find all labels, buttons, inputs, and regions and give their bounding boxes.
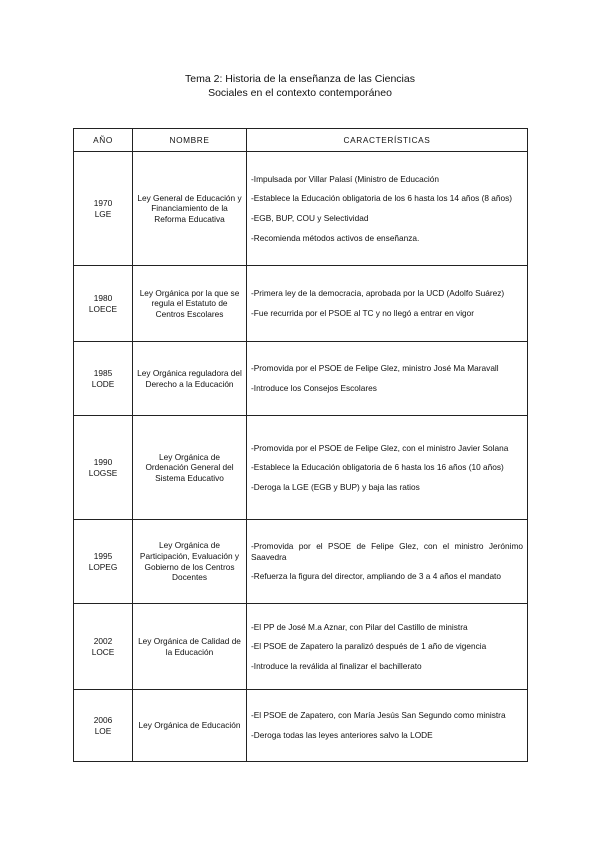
characteristic-item: -Fue recurrida por el PSOE al TC y no llegó a entrar en vigor (251, 308, 475, 318)
characteristic-item: -Introduce los Consejos Escolares (251, 383, 377, 393)
characteristic-item: -Deroga la LGE (EGB y BUP) y baja las ratios (251, 481, 420, 492)
characteristics-cell (247, 152, 528, 266)
characteristic-item: -Promovida por el PSOE de Felipe Glez, con el ministro Jerónimo Saavedra (251, 541, 523, 562)
law-acronym: LOE (94, 725, 112, 736)
characteristic-item: -EGB, BUP, COU y Selectividad (251, 213, 369, 223)
header-year: AÑO (74, 129, 133, 152)
table-row (74, 690, 528, 762)
law-acronym: LOECE (88, 303, 118, 314)
year: 2006 (93, 714, 113, 725)
title-line-2: Sociales en el contexto contemporáneo (208, 87, 392, 99)
year: 1980 (93, 292, 113, 303)
table-row (74, 342, 528, 416)
characteristic-item: -Primera ley de la democracia, aprobada por la UCD (Adolfo Suárez) (251, 288, 505, 299)
law-acronym: LOGSE (88, 467, 118, 478)
year-cell (74, 604, 133, 690)
title-line-1: Tema 2: Historia de la enseñanza de las Ciencias (185, 73, 415, 85)
table-row (74, 152, 528, 266)
year-cell (74, 690, 133, 762)
characteristic-item: -Establece la Educación obligatoria de los 6 hasta los 14 años (8 años) (251, 193, 513, 204)
page-title (0, 72, 600, 100)
header-name: NOMBRE (133, 129, 247, 152)
header-characteristics: CARACTERÍSTICAS (247, 129, 528, 152)
table-row (74, 266, 528, 342)
law-acronym: LOCE (91, 646, 115, 657)
year-cell (74, 416, 133, 520)
characteristics-cell (247, 604, 528, 690)
law-name: Ley Orgánica por la que se regula el Estatuto de Centros Escolares (133, 266, 247, 342)
characteristic-item: -El PSOE de Zapatero la paralizó después de 1 año de vigencia (251, 641, 487, 652)
characteristics-cell (247, 342, 528, 416)
table-row (74, 416, 528, 520)
law-name: Ley Orgánica de Calidad de la Educación (133, 604, 247, 690)
characteristic-item: -Promovida por el PSOE de Felipe Glez, ministro José Ma Maravall (251, 363, 499, 374)
characteristic-item: -El PSOE de Zapatero, con María Jesús San Segundo como ministra (251, 710, 506, 721)
characteristic-item: -Promovida por el PSOE de Felipe Glez, con el ministro Javier Solana (251, 442, 509, 453)
year-cell (74, 152, 133, 266)
characteristics-cell (247, 690, 528, 762)
characteristic-item: -Impulsada por Villar Palasí (Ministro de Educación (251, 173, 439, 184)
law-name: Ley Orgánica de Educación (133, 690, 247, 762)
year: 1985 (93, 367, 113, 378)
characteristics-cell (247, 266, 528, 342)
characteristic-item: -El PP de José M.a Aznar, con Pilar del Castillo de ministra (251, 621, 468, 632)
law-name: Ley Orgánica de Ordenación General del Sistema Educativo (133, 416, 247, 520)
characteristics-cell (247, 416, 528, 520)
table-row (74, 604, 528, 690)
year: 1990 (93, 456, 113, 467)
table-row (74, 520, 528, 604)
year: 2002 (93, 635, 113, 646)
year: 1995 (93, 550, 113, 561)
characteristics-cell (247, 520, 528, 604)
characteristic-item: -Recomienda métodos activos de enseñanza. (251, 232, 420, 243)
characteristic-item: -Refuerza la figura del director, ampliando de 3 a 4 años el mandato (251, 571, 501, 582)
law-acronym: LODE (91, 378, 115, 389)
year-cell (74, 266, 133, 342)
year-cell (74, 520, 133, 604)
year: 1970 (93, 197, 113, 208)
characteristic-item: -Deroga todas las leyes anteriores salvo la LODE (251, 730, 433, 740)
table-header-row (74, 129, 528, 152)
year-cell (74, 342, 133, 416)
law-name: Ley General de Educación y Financiamiento de la Reforma Educativa (133, 152, 247, 266)
characteristic-item: -Introduce la reválida al finalizar el bachillerato (251, 660, 422, 671)
law-name: Ley Orgánica reguladora del Derecho a la Educación (133, 342, 247, 416)
education-laws-table (73, 128, 528, 762)
law-name: Ley Orgánica de Participación, Evaluación y Gobierno de los Centros Docentes (133, 520, 247, 604)
characteristic-item: -Establece la Educación obligatoria de 6 hasta los 16 años (10 años) (251, 462, 504, 473)
law-acronym: LGE (94, 208, 112, 219)
law-acronym: LOPEG (88, 561, 118, 572)
